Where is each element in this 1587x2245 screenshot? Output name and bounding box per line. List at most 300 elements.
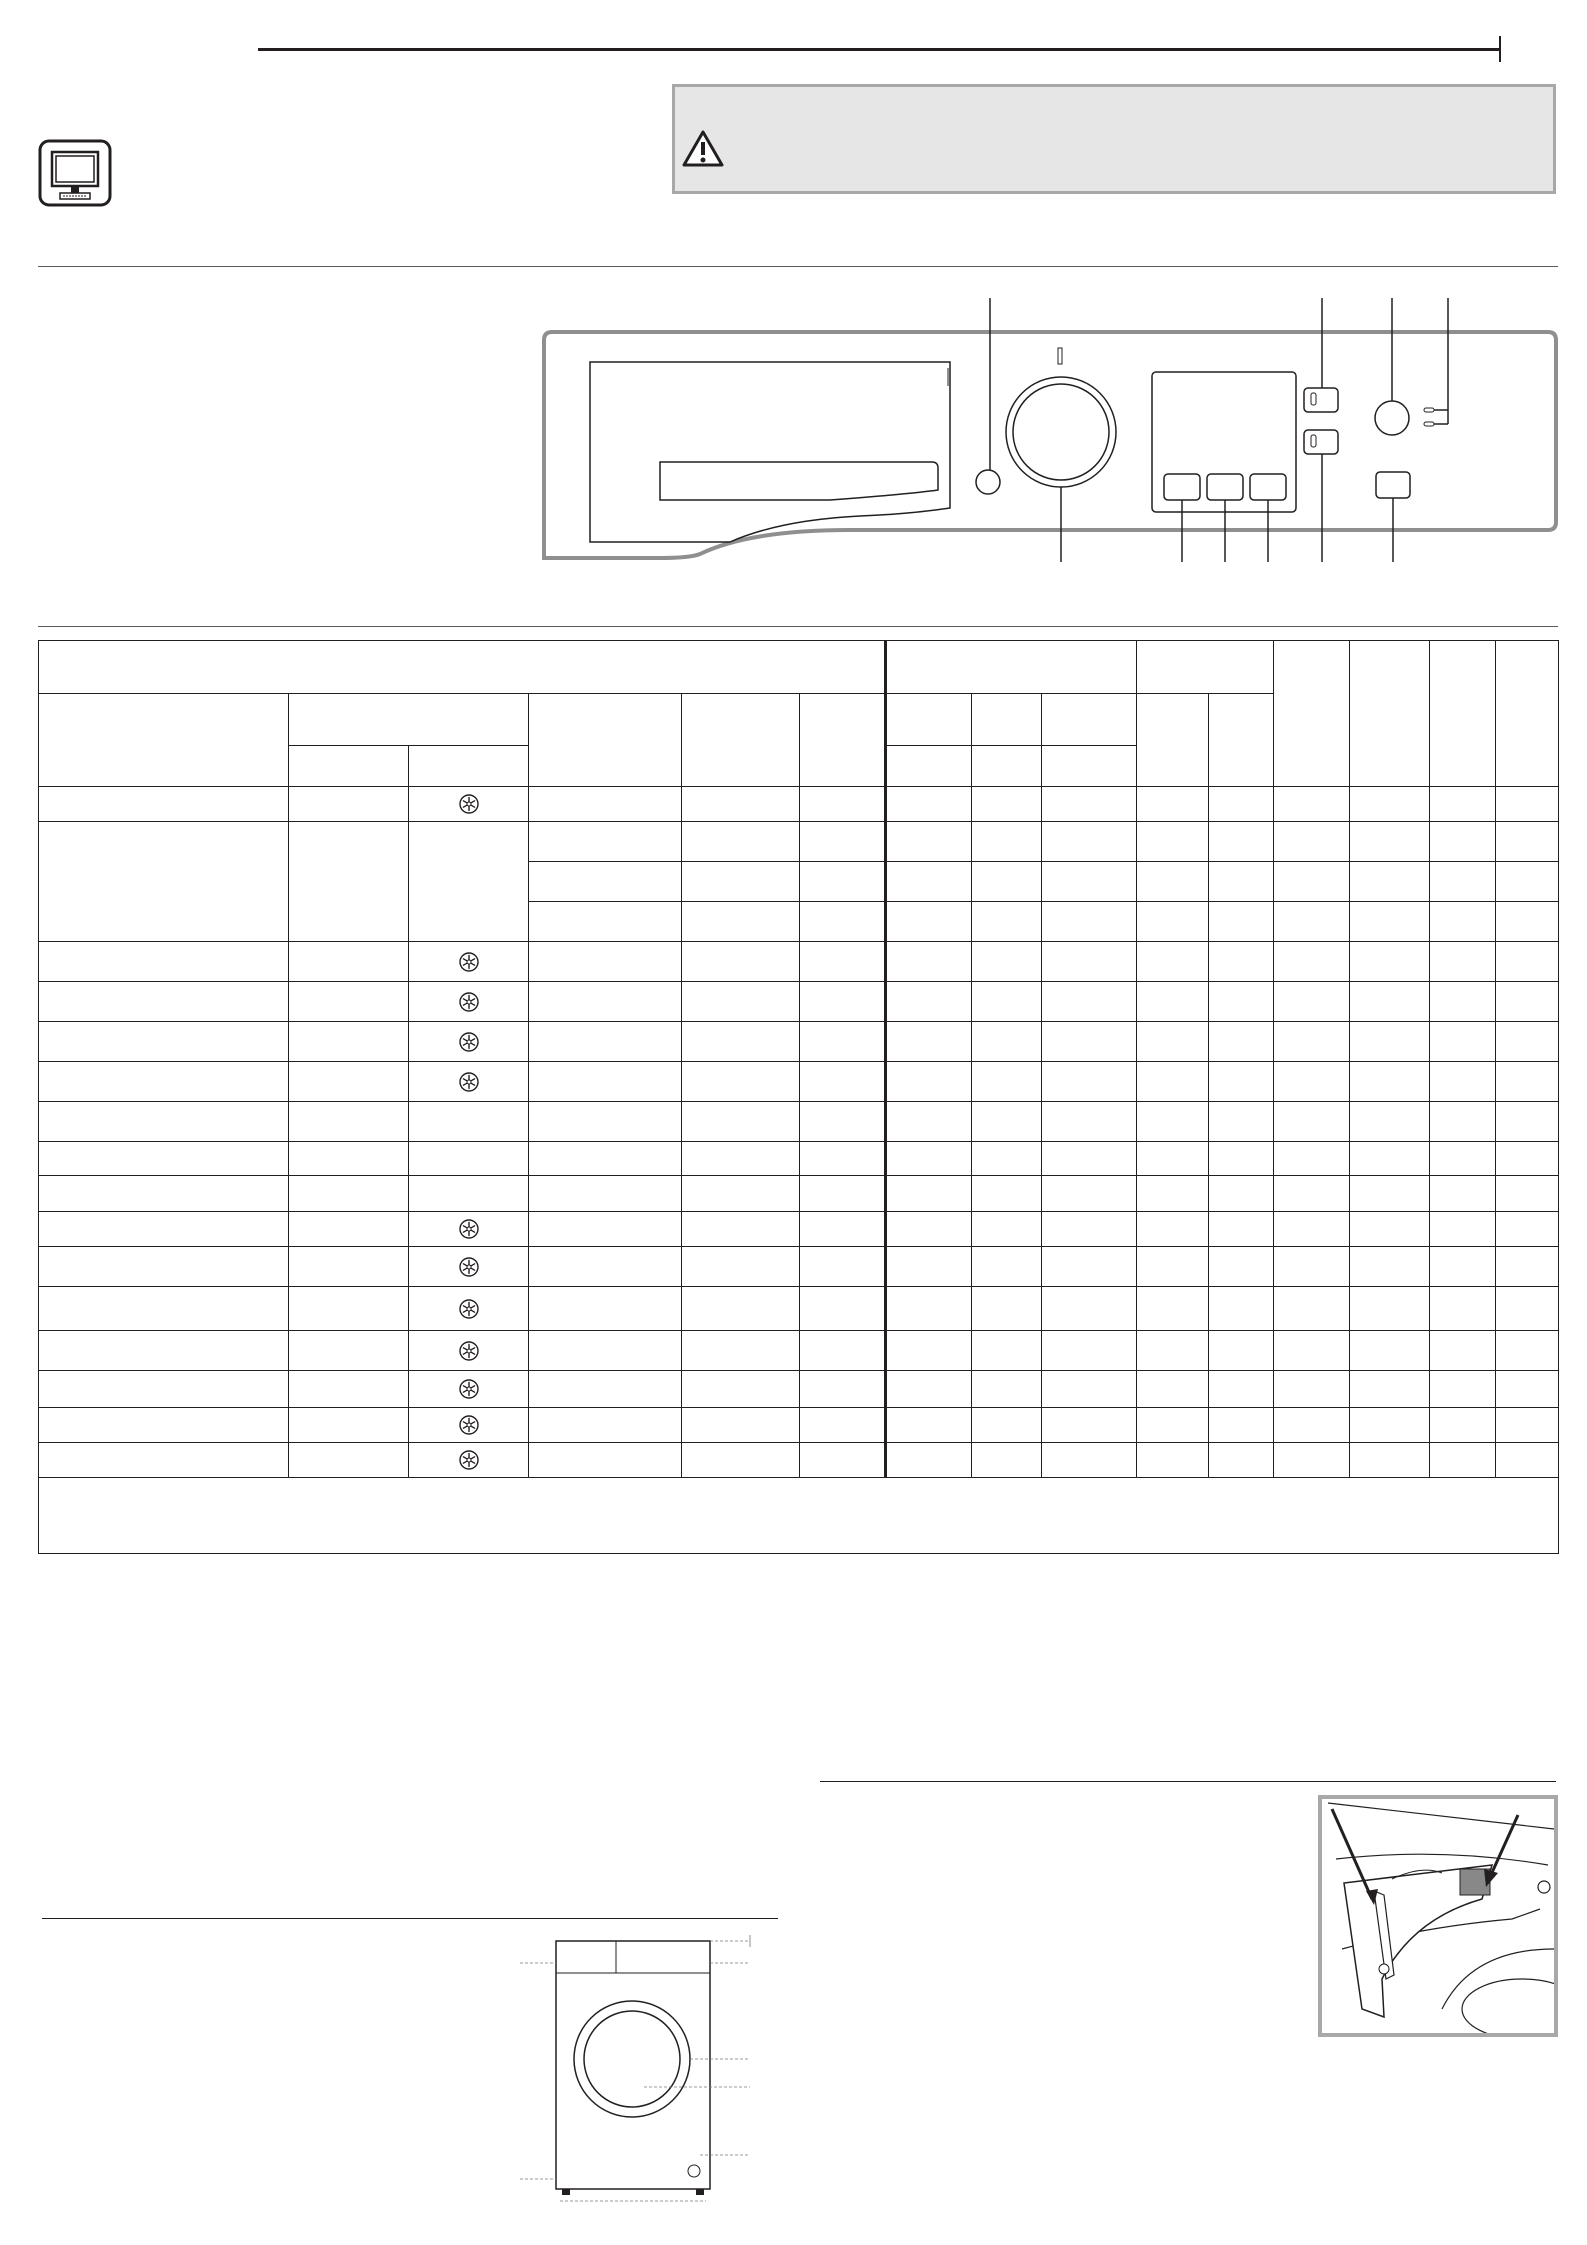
snowflake-icon	[459, 1072, 479, 1092]
table-cell	[886, 1142, 972, 1176]
table-cell	[1274, 822, 1350, 862]
snowflake-icon	[459, 1219, 479, 1239]
table-cell	[39, 1408, 289, 1443]
table-cell	[1430, 1331, 1496, 1371]
table-cell	[800, 1022, 886, 1062]
table-cell	[289, 1142, 409, 1176]
table-cell	[409, 1142, 529, 1176]
table-cell	[1430, 787, 1496, 822]
table-cell	[972, 1443, 1042, 1478]
table-cell	[529, 982, 682, 1022]
table-cell	[800, 822, 886, 862]
table-cell	[886, 862, 972, 902]
header-rule	[258, 48, 1500, 51]
table-cell	[39, 1443, 289, 1478]
table-cell	[1430, 862, 1496, 902]
cold-wash-cell	[409, 1022, 529, 1062]
table-cell	[529, 1062, 682, 1102]
table-cell	[1496, 1443, 1559, 1478]
snowflake-icon	[459, 794, 479, 814]
table-cell	[682, 1176, 800, 1212]
table-cell	[39, 982, 289, 1022]
table-cell	[682, 1247, 800, 1287]
table-cell	[972, 1062, 1042, 1102]
table-cell	[1209, 1371, 1274, 1408]
table-cell	[1209, 1062, 1274, 1102]
table-cell	[972, 1212, 1042, 1247]
table-cell	[972, 787, 1042, 822]
table-cell	[1137, 982, 1209, 1022]
table-cell	[529, 1102, 682, 1142]
table-cell	[529, 1408, 682, 1443]
table-row	[39, 787, 1559, 822]
table-cell	[1042, 942, 1137, 982]
table-cell	[800, 982, 886, 1022]
table-cell	[1274, 982, 1350, 1022]
table-cell	[886, 1287, 972, 1331]
table-cell	[886, 1212, 972, 1247]
table-cell	[1137, 1102, 1209, 1142]
table-cell	[289, 1287, 409, 1331]
table-cell	[682, 1331, 800, 1371]
table-cell	[1430, 1408, 1496, 1443]
table-cell	[1350, 787, 1430, 822]
section-divider-3	[42, 1918, 778, 1919]
table-cell	[39, 1247, 289, 1287]
header-cell	[1430, 641, 1496, 787]
table-cell	[800, 787, 886, 822]
header-group-2	[886, 641, 1137, 694]
table-cell	[1350, 862, 1430, 902]
table-cell	[972, 1408, 1042, 1443]
table-cell	[1430, 1287, 1496, 1331]
table-cell	[972, 1331, 1042, 1371]
table-cell	[529, 787, 682, 822]
table-cell	[682, 942, 800, 982]
table-cell	[289, 1212, 409, 1247]
table-cell	[682, 1443, 800, 1478]
table-cell	[1137, 902, 1209, 942]
table-cell	[972, 942, 1042, 982]
table-cell	[800, 1287, 886, 1331]
table-cell	[1496, 1287, 1559, 1331]
table-cell	[1274, 1212, 1350, 1247]
table-cell	[1274, 1247, 1350, 1287]
table-cell	[1350, 982, 1430, 1022]
header-cell	[972, 746, 1042, 787]
table-cell	[1042, 1371, 1137, 1408]
table-cell	[800, 1371, 886, 1408]
table-cell	[1350, 1176, 1430, 1212]
table-cell	[800, 1062, 886, 1102]
table-cell	[1137, 862, 1209, 902]
table-cell	[529, 822, 682, 862]
table-footnote	[39, 1478, 1559, 1554]
table-cell	[1137, 1287, 1209, 1331]
table-cell	[39, 1371, 289, 1408]
table-cell	[682, 1287, 800, 1331]
table-cell	[1430, 1247, 1496, 1287]
header-rule-end-tick	[1499, 36, 1501, 62]
table-cell	[1430, 1443, 1496, 1478]
table-cell	[529, 1443, 682, 1478]
table-cell	[1274, 942, 1350, 982]
table-cell	[1350, 1443, 1430, 1478]
computer-monitor-icon	[38, 139, 112, 207]
table-cell	[800, 1331, 886, 1371]
table-cell	[800, 1102, 886, 1142]
table-cell	[886, 1408, 972, 1443]
table-cell	[1042, 1331, 1137, 1371]
table-cell	[289, 822, 409, 942]
table-cell	[1496, 822, 1559, 862]
table-cell	[1209, 1247, 1274, 1287]
header-cell	[1042, 694, 1137, 746]
warning-box	[672, 84, 1556, 194]
table-cell	[39, 1142, 289, 1176]
section-divider-1	[38, 266, 1558, 267]
cold-wash-cell	[409, 1212, 529, 1247]
table-cell	[800, 1142, 886, 1176]
table-row	[39, 1102, 1559, 1142]
table-cell	[289, 1371, 409, 1408]
table-cell	[1350, 1062, 1430, 1102]
table-cell	[1209, 1102, 1274, 1142]
table-cell	[682, 1212, 800, 1247]
table-cell	[1209, 1022, 1274, 1062]
snowflake-icon	[459, 1032, 479, 1052]
table-cell	[1137, 822, 1209, 862]
table-cell	[529, 942, 682, 982]
header-group-1	[39, 641, 886, 694]
table-cell	[1209, 1287, 1274, 1331]
header-cell	[1274, 641, 1350, 787]
table-cell	[1137, 942, 1209, 982]
table-row	[39, 1212, 1559, 1247]
table-cell	[1274, 862, 1350, 902]
table-cell	[1496, 1212, 1559, 1247]
table-cell	[1209, 942, 1274, 982]
table-cell	[1209, 1443, 1274, 1478]
table-cell	[1137, 1247, 1209, 1287]
table-cell	[1042, 1062, 1137, 1102]
table-cell	[972, 1102, 1042, 1142]
table-cell	[1209, 1408, 1274, 1443]
header-cell	[972, 694, 1042, 746]
cold-wash-cell	[409, 1443, 529, 1478]
table-cell	[682, 1142, 800, 1176]
table-cell	[682, 1062, 800, 1102]
table-row	[39, 1062, 1559, 1102]
table-cell	[1042, 1247, 1137, 1287]
section-divider-4	[820, 1781, 1556, 1782]
table-cell	[1496, 862, 1559, 902]
table-cell	[1496, 1331, 1559, 1371]
washing-machine-diagram	[510, 1925, 760, 2205]
table-cell	[289, 1331, 409, 1371]
table-cell	[1209, 1176, 1274, 1212]
table-cell	[972, 822, 1042, 862]
table-cell	[972, 1142, 1042, 1176]
table-cell	[39, 1331, 289, 1371]
table-row	[39, 1408, 1559, 1443]
snowflake-icon	[459, 1341, 479, 1361]
header-cell	[529, 694, 682, 787]
table-cell	[1496, 787, 1559, 822]
table-cell	[1274, 1371, 1350, 1408]
table-cell	[1274, 1287, 1350, 1331]
table-cell	[886, 822, 972, 862]
header-cell	[1350, 641, 1430, 787]
table-cell	[1350, 1408, 1430, 1443]
table-cell	[800, 1176, 886, 1212]
table-cell	[886, 1331, 972, 1371]
table-cell	[682, 982, 800, 1022]
table-cell	[1496, 1408, 1559, 1443]
table-cell	[1137, 1443, 1209, 1478]
table-cell	[39, 822, 289, 942]
table-cell	[1042, 862, 1137, 902]
table-cell	[529, 1287, 682, 1331]
table-row	[39, 1371, 1559, 1408]
warning-triangle-icon	[681, 129, 725, 169]
table-cell	[682, 1408, 800, 1443]
table-cell	[1274, 1443, 1350, 1478]
table-cell	[289, 1102, 409, 1142]
table-cell	[289, 982, 409, 1022]
table-cell	[289, 1408, 409, 1443]
table-cell	[39, 942, 289, 982]
table-row	[39, 1247, 1559, 1287]
table-cell	[800, 1247, 886, 1287]
table-cell	[289, 942, 409, 982]
table-cell	[886, 1102, 972, 1142]
table-cell	[972, 1247, 1042, 1287]
table-cell	[1350, 1142, 1430, 1176]
table-cell	[289, 787, 409, 822]
table-cell	[289, 1022, 409, 1062]
table-cell	[1137, 1022, 1209, 1062]
table-footnote-row	[39, 1478, 1559, 1554]
table-cell	[1274, 1022, 1350, 1062]
table-cell	[1137, 1371, 1209, 1408]
table-cell	[1209, 822, 1274, 862]
table-cell	[529, 902, 682, 942]
table-cell	[1430, 1022, 1496, 1062]
table-cell	[529, 1212, 682, 1247]
table-cell	[1274, 1408, 1350, 1443]
table-cell	[682, 787, 800, 822]
header-cell	[409, 746, 529, 787]
table-cell	[1350, 1212, 1430, 1247]
cold-wash-cell	[409, 1371, 529, 1408]
table-cell	[1042, 1176, 1137, 1212]
table-row	[39, 1331, 1559, 1371]
table-cell	[682, 902, 800, 942]
table-cell	[1430, 902, 1496, 942]
table-cell	[886, 942, 972, 982]
table-cell	[1209, 1142, 1274, 1176]
table-cell	[1137, 1212, 1209, 1247]
table-cell	[682, 1022, 800, 1062]
table-cell	[972, 1022, 1042, 1062]
table-cell	[39, 1287, 289, 1331]
table-cell	[289, 1176, 409, 1212]
header-cell	[289, 694, 529, 746]
table-row	[39, 1022, 1559, 1062]
table-cell	[1042, 982, 1137, 1022]
table-row	[39, 942, 1559, 982]
table-cell	[1430, 1142, 1496, 1176]
table-cell	[1496, 1371, 1559, 1408]
table-cell	[972, 1176, 1042, 1212]
table-cell	[529, 1371, 682, 1408]
table-cell	[409, 1102, 529, 1142]
table-cell	[1274, 787, 1350, 822]
section-divider-2	[38, 626, 1558, 627]
table-cell	[1042, 1408, 1137, 1443]
table-row	[39, 822, 1559, 862]
table-cell	[289, 1062, 409, 1102]
table-row	[39, 1443, 1559, 1478]
table-cell	[1496, 1062, 1559, 1102]
table-cell	[1274, 902, 1350, 942]
table-cell	[1430, 942, 1496, 982]
table-cell	[1209, 787, 1274, 822]
snowflake-icon	[459, 1257, 479, 1277]
table-cell	[1209, 902, 1274, 942]
table-cell	[1042, 1022, 1137, 1062]
table-cell	[1430, 1062, 1496, 1102]
table-row	[39, 982, 1559, 1022]
table-cell	[289, 1247, 409, 1287]
table-cell	[1042, 1102, 1137, 1142]
table-cell	[1137, 1331, 1209, 1371]
table-cell	[1430, 822, 1496, 862]
header-cell	[289, 746, 409, 787]
table-cell	[1350, 822, 1430, 862]
table-cell	[1350, 1022, 1430, 1062]
table-cell	[886, 1247, 972, 1287]
cold-wash-cell	[409, 942, 529, 982]
cold-wash-cell	[409, 1062, 529, 1102]
table-cell	[1209, 1212, 1274, 1247]
table-cell	[682, 862, 800, 902]
table-cell	[682, 1371, 800, 1408]
table-cell	[1274, 1142, 1350, 1176]
table-cell	[1042, 902, 1137, 942]
header-cell	[1042, 746, 1137, 787]
cold-wash-cell	[409, 787, 529, 822]
table-cell	[972, 1371, 1042, 1408]
table-cell	[682, 822, 800, 862]
cold-wash-cell	[409, 1247, 529, 1287]
table-cell	[1274, 1176, 1350, 1212]
table-cell	[1430, 1102, 1496, 1142]
table-cell	[1209, 982, 1274, 1022]
table-cell	[1042, 1142, 1137, 1176]
table-cell	[1274, 1331, 1350, 1371]
table-cell	[1430, 982, 1496, 1022]
table-cell	[529, 1176, 682, 1212]
table-cell	[886, 787, 972, 822]
table-cell	[529, 862, 682, 902]
table-cell	[972, 862, 1042, 902]
table-cell	[800, 1408, 886, 1443]
table-cell	[39, 787, 289, 822]
programme-table	[38, 640, 1559, 1554]
table-cell	[682, 1102, 800, 1142]
table-cell	[886, 1022, 972, 1062]
header-cell	[39, 694, 289, 787]
table-cell	[1137, 1176, 1209, 1212]
snowflake-icon	[459, 1299, 479, 1319]
table-cell	[39, 1176, 289, 1212]
table-cell	[1137, 1408, 1209, 1443]
table-cell	[39, 1102, 289, 1142]
table-cell	[800, 902, 886, 942]
table-row	[39, 1287, 1559, 1331]
table-cell	[886, 1062, 972, 1102]
snowflake-icon	[459, 1450, 479, 1470]
table-cell	[289, 1443, 409, 1478]
table-cell	[409, 1176, 529, 1212]
table-cell	[1042, 822, 1137, 862]
cold-wash-cell	[409, 1287, 529, 1331]
header-cell	[886, 746, 972, 787]
table-cell	[1496, 1142, 1559, 1176]
table-cell	[1496, 1176, 1559, 1212]
table-cell	[1496, 942, 1559, 982]
header-cell	[1137, 641, 1274, 694]
table-cell	[1042, 1443, 1137, 1478]
table-header-row-1	[39, 641, 1559, 694]
table-cell	[39, 1062, 289, 1102]
snowflake-icon	[459, 992, 479, 1012]
table-cell	[800, 1443, 886, 1478]
detergent-dispenser-illustration	[1318, 1795, 1558, 2037]
table-cell	[886, 1371, 972, 1408]
table-row	[39, 1142, 1559, 1176]
table-cell	[1350, 1247, 1430, 1287]
table-cell	[1430, 1371, 1496, 1408]
table-cell	[1430, 1212, 1496, 1247]
table-cell	[886, 902, 972, 942]
table-cell	[972, 1287, 1042, 1331]
table-cell	[1496, 1247, 1559, 1287]
table-cell	[529, 1331, 682, 1371]
header-cell	[1137, 694, 1209, 787]
table-row	[39, 1176, 1559, 1212]
snowflake-icon	[459, 1379, 479, 1399]
table-cell	[1209, 862, 1274, 902]
control-panel-diagram	[530, 290, 1560, 580]
table-cell	[529, 1142, 682, 1176]
cold-wash-cell	[409, 982, 529, 1022]
table-cell	[1274, 1062, 1350, 1102]
cold-wash-cell	[409, 1408, 529, 1443]
table-cell	[1042, 1212, 1137, 1247]
table-cell	[1350, 942, 1430, 982]
table-cell	[886, 1176, 972, 1212]
table-cell	[800, 942, 886, 982]
table-cell	[1350, 902, 1430, 942]
table-cell	[1209, 1331, 1274, 1371]
table-cell	[972, 902, 1042, 942]
snowflake-icon	[459, 952, 479, 972]
table-cell	[529, 1247, 682, 1287]
table-cell	[1350, 1371, 1430, 1408]
